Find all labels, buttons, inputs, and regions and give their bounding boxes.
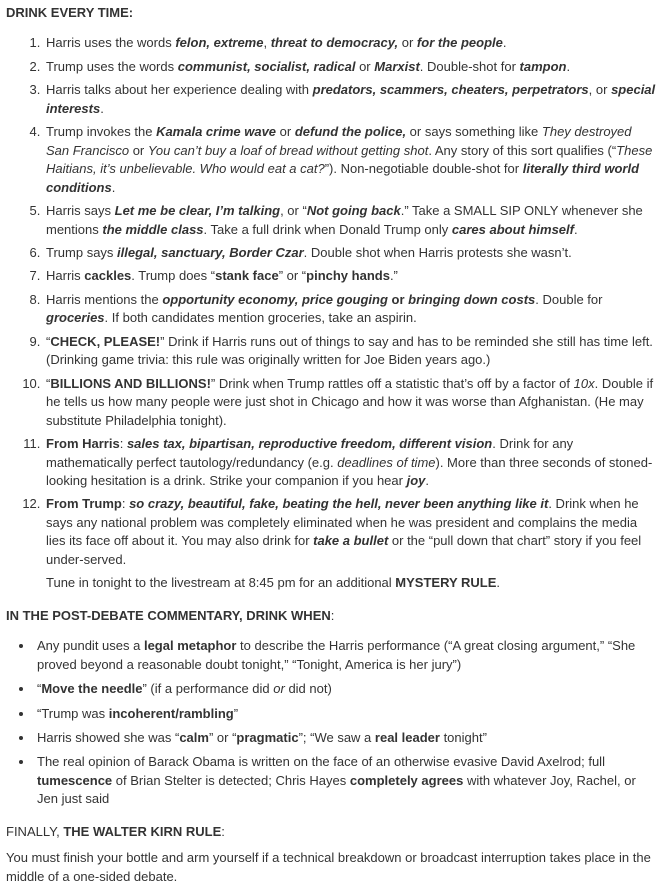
drink-every-time-heading: DRINK EVERY TIME: [6, 5, 134, 20]
commentary-item-2: • “Move the needle” (if a performance did or did not) [34, 680, 658, 698]
walter-kirn-rule-text: You must finish your bottle and arm yourself if a technical breakdown or broadcast interruption takes place in the middle of a one-sided debate. [6, 850, 651, 884]
drinking-game-document [6, 4, 658, 886]
rule-item-10: 10. “BILLIONS AND BILLIONS!” Drink when Trump rattles off a statistic that’s off by a factor of 10x. Double if he tells us how many people were just shot in Chicago and how it was worse than Afghanistan. (He may substitute Philadelphia tonight). [44, 375, 658, 430]
rule-item-12: 12. From Trump: so crazy, beautiful, fake, beating the hell, never been anything like it. Drink when he says any national problem was completely eliminated when he was president and complains the media lies its face off about it. You may also drink for take a bullet or the “pull down that chart” story if you feel under-served. [44, 495, 658, 569]
walter-kirn-heading: FINALLY, THE WALTER KIRN RULE: [6, 823, 225, 839]
rule-item-9: 9. “CHECK, PLEASE!” Drink if Harris runs out of things to say and has to be reminded she still has time left. (Drinking game trivia: this rule was originally written for Joe Biden years ago.) [44, 333, 658, 370]
rule-item-4: 4. Trump invokes the Kamala crime wave or defund the police, or says something like They destroyed San Francisco or You can’t buy a loaf of bread without getting shot. Any story of this sort qualifies (“These Haitians, it’s unbelievable. Who would eat a cat?”). Non-negotiable double-shot for literally third world conditions. [44, 123, 658, 197]
commentary-list [6, 637, 658, 809]
rule-item-7: 7. Harris cackles. Trump does “stank face” or “pinchy hands.” [44, 267, 658, 285]
tune-in-note: Tune in tonight to the livestream at 8:45 pm for an additional MYSTERY RULE. [46, 575, 501, 591]
rule-item-11: 11. From Harris: sales tax, bipartisan, reproductive freedom, different vision. Drink for any mathematically perfect tautology/redundancy (e.g. deadlines of time). More than three seconds of stoned-looking hesitation is a drink. Strike your companion if you hear joy. [44, 435, 658, 490]
drink-rules-list [6, 34, 658, 569]
commentary-item-1: • Any pundit uses a legal metaphor to describe the Harris performance (“A great closing argument,” “She proved beyond a reasonable doubt tonight,” “Tonight, America is her jury”) [34, 637, 658, 674]
rule-item-8: 8. Harris mentions the opportunity economy, price gouging or bringing down costs. Double for groceries. If both candidates mention groceries, take an aspirin. [44, 291, 658, 328]
rule-item-5: 5. Harris says Let me be clear, I’m talking, or “Not going back.” Take a SMALL SIP ONLY whenever she mentions the middle class. Take a full drink when Donald Trump only cares about himself. [44, 202, 658, 239]
rule-item-1: 1. Harris uses the words felon, extreme, threat to democracy, or for the people. [44, 34, 658, 52]
post-debate-heading: IN THE POST-DEBATE COMMENTARY, DRINK WHEN: [6, 607, 335, 623]
rule-item-3: 3. Harris talks about her experience dealing with predators, scammers, cheaters, perpetrators, or special interests. [44, 81, 658, 118]
commentary-item-3: • “Trump was incoherent/rambling” [34, 705, 658, 723]
rule-item-6: 6. Trump says illegal, sanctuary, Border Czar. Double shot when Harris protests she wasn’t. [44, 244, 658, 262]
rule-item-2: 2. Trump uses the words communist, socialist, radical or Marxist. Double-shot for tampon. [44, 58, 658, 76]
commentary-item-4: • Harris showed she was “calm” or “pragmatic”; “We saw a real leader tonight” [34, 729, 658, 747]
commentary-item-5: • The real opinion of Barack Obama is written on the face of an otherwise evasive David Axelrod; full tumescence of Brian Stelter is detected; Chris Hayes completely agrees with whatever Joy, Rachel, or Jen just said [34, 753, 658, 808]
